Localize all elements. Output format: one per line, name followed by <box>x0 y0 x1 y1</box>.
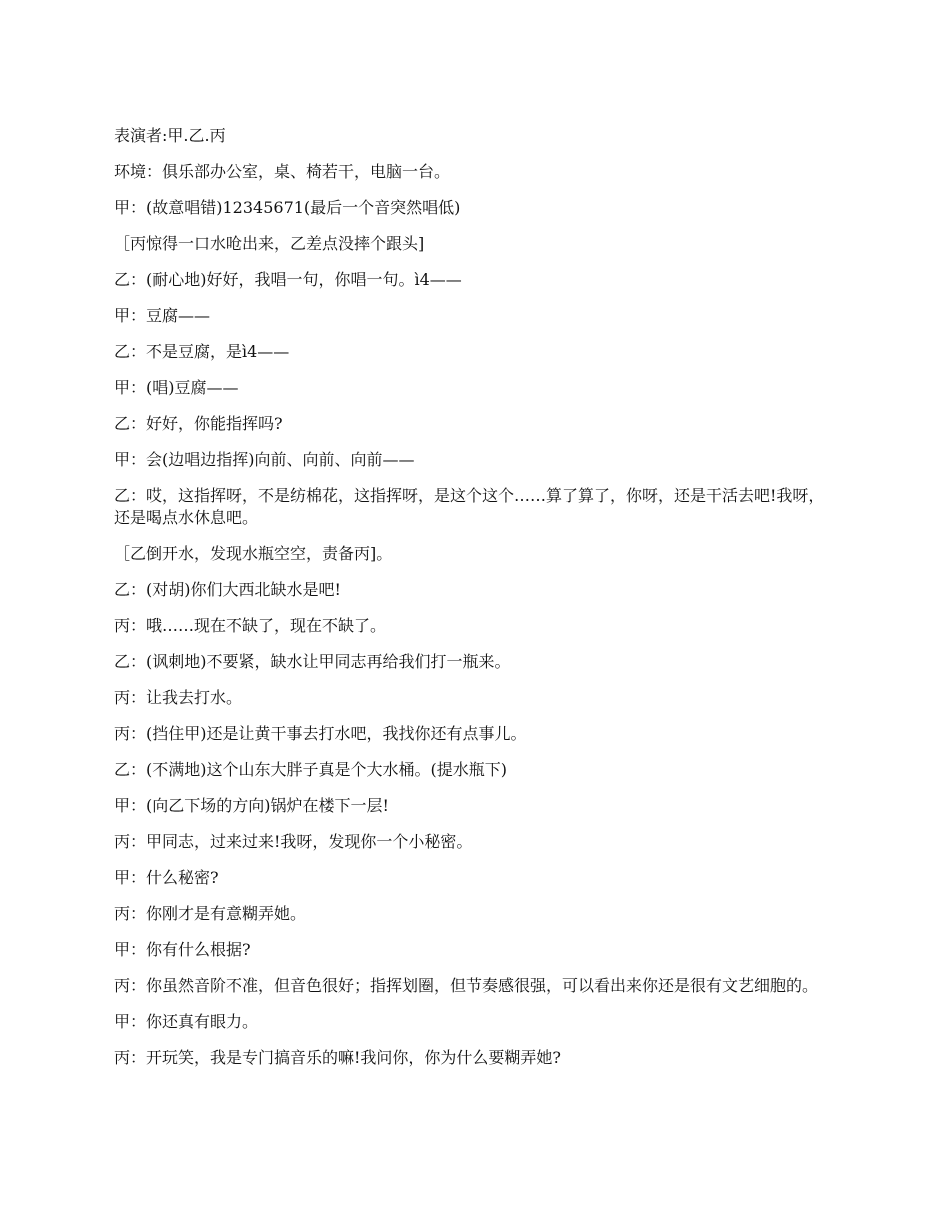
setting-line: 环境：俱乐部办公室，桌、椅若干，电脑一台。 <box>114 162 451 181</box>
dialogue-line: 丙：开玩笑，我是专门搞音乐的嘛!我问你，你为什么要糊弄她? <box>114 1048 562 1067</box>
dialogue-line: 丙：哦……现在不缺了，现在不缺了。 <box>114 616 387 635</box>
dialogue-line: 乙：(不满地)这个山东大胖子真是个大水桶。(提水瓶下) <box>114 760 507 779</box>
performers-line: 表演者:甲.乙.丙 <box>114 126 226 145</box>
dialogue-line: 丙：你虽然音阶不准，但音色很好；指挥划圈，但节奏感很强，可以看出来你还是很有文艺细胞的。 <box>114 976 819 995</box>
dialogue-line: 甲：会(边唱边指挥)向前、向前、向前—— <box>114 450 415 469</box>
dialogue-line: 乙：好好，你能指挥吗? <box>114 414 283 433</box>
dialogue-line: 乙：(对胡)你们大西北缺水是吧! <box>114 580 341 599</box>
dialogue-line: 甲：你还真有眼力。 <box>114 1012 259 1031</box>
dialogue-line: 甲：你有什么根据? <box>114 940 251 959</box>
dialogue-line: 丙：让我去打水。 <box>114 688 243 707</box>
stage-direction: ［乙倒开水，发现水瓶空空，责备丙]。 <box>114 544 393 563</box>
script-body <box>114 125 840 1083</box>
dialogue-line: 甲：(故意唱错)12345671(最后一个音突然唱低) <box>114 198 461 217</box>
dialogue-line: 乙：(讽刺地)不要紧，缺水让甲同志再给我们打一瓶来。 <box>114 652 511 671</box>
dialogue-line: 丙：(挡住甲)还是让黄干事去打水吧，我找你还有点事儿。 <box>114 724 527 743</box>
dialogue-line: 甲：(唱)豆腐—— <box>114 378 239 397</box>
dialogue-line: 丙：你刚才是有意糊弄她。 <box>114 904 307 923</box>
dialogue-line: 甲：豆腐—— <box>114 306 211 325</box>
dialogue-line: 甲：(向乙下场的方向)锅炉在楼下一层! <box>114 796 389 815</box>
stage-direction: ［丙惊得一口水呛出来，乙差点没摔个跟头] <box>114 234 425 253</box>
dialogue-line: 丙：甲同志，过来过来!我呀，发现你一个小秘密。 <box>114 832 473 851</box>
dialogue-line: 乙：不是豆腐，是ì4—— <box>114 342 290 361</box>
dialogue-line: 乙：(耐心地)好好，我唱一句，你唱一句。ì4—— <box>114 270 462 289</box>
dialogue-line: 乙：哎，这指挥呀，不是纺棉花，这指挥呀，是这个这个……算了算了，你呀，还是干活去吧!我呀，还是喝点水休息吧。 <box>114 486 825 527</box>
dialogue-line: 甲：什么秘密? <box>114 868 219 887</box>
